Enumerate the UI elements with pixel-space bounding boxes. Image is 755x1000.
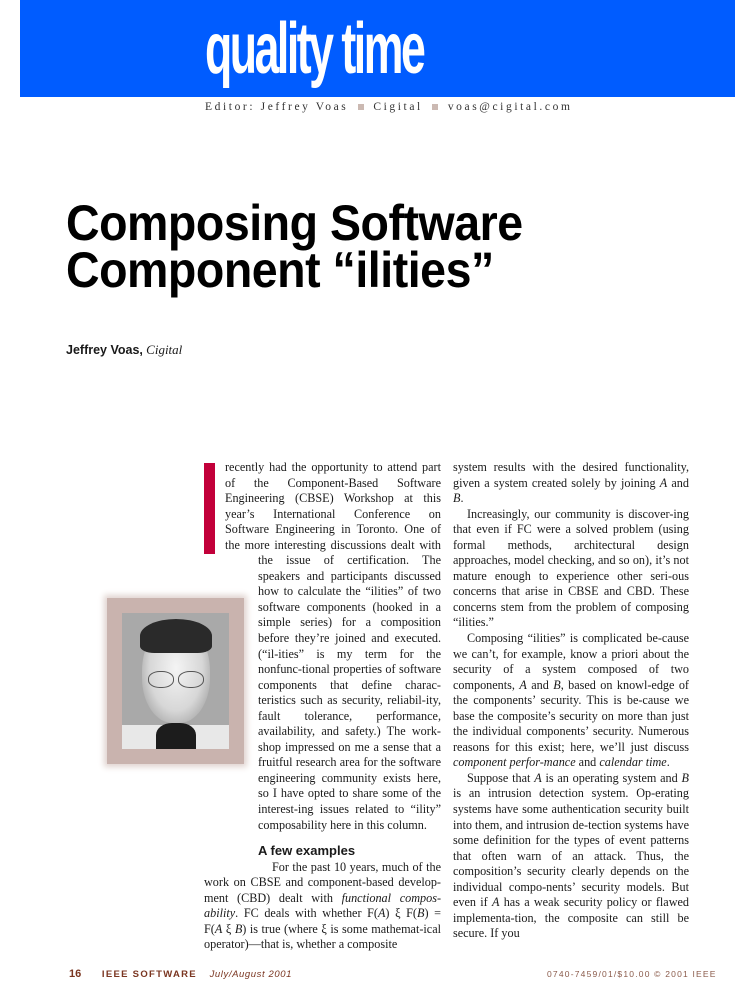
paragraph: Increasingly, our community is discover-ing that even if FC were a solved problem (using formal methods, architectural design approaches, model checking, and so on), it’s not mature enough to experience other seri-ous concerns that arise in CBSE and CBD. These concerns stem from the problem of composing “ilities.”	[453, 506, 689, 630]
paragraph	[204, 460, 441, 833]
byline	[66, 342, 182, 358]
page-number: 16	[69, 968, 82, 980]
section-title: quality time	[205, 9, 424, 89]
editor-affiliation: Cigital	[373, 101, 423, 113]
editor-name: Editor: Jeffrey Voas	[205, 101, 349, 113]
paragraph: Composing “ilities” is complicated be-cause we can’t, for example, know a priori about the security of a system composed of two components, A and B, based on knowl-edge of the components’ security. This is be-cause we base the composite’s security on more than just the individual components’ security. Numerous reasons for this exist; here, we’ll just discuss component perfor-mance and calendar time.	[453, 631, 689, 770]
intro-text: recently had the opportunity to attend part of the Component-Based Software Engineering (CBSE) Workshop at this year’s International Conference on Software Engineering in Toronto. One of the more interesting discussions dealt with the issue of certification. The speakers and participants discussed how to calculate the “ilities” of two software components (hooked in a simple series) for a composition before they’re joined and executed. (“il-ities” is my term for the nonfunc-tional properties of software components that define charac-teristics such as security, reliabil-ity, fault tolerance, performance, availability, and safety.) The work-shop impressed on me a sense that a fruitful research area for the software engineering community exists here, so I have opted to share some of the interest-ing issues related to “ility” composability here in this column.	[225, 460, 441, 832]
copyright-line: 0740-7459/01/$10.00 © 2001 IEEE	[547, 969, 717, 979]
square-bullet-icon	[432, 104, 438, 110]
section-heading: A few examples	[258, 843, 356, 859]
title-line-1: Composing Software	[66, 195, 523, 251]
photo-hair	[140, 619, 212, 653]
editor-line	[205, 101, 573, 113]
photo-wrap-space	[200, 680, 258, 874]
author-name: Jeffrey Voas,	[66, 343, 143, 357]
photo-glasses-left	[148, 671, 174, 688]
paragraph: system results with the desired functionality, given a system created solely by joining A and B.	[453, 460, 689, 506]
column-1	[204, 460, 441, 953]
footer-left	[69, 968, 292, 980]
paragraph: For the past 10 years, much of the work on CBSE and component-based develop-ment (CBD) dealt with functional compos-ability. FC deals with whether F(A) ξ F(B) = F(A ξ B) is true (where ξ is some mathemat-ical operator)—that is, whether a composite	[204, 859, 442, 952]
author-affiliation: Cigital	[146, 342, 183, 357]
dropcap-i	[204, 463, 215, 554]
editor-email: voas@cigital.com	[447, 101, 573, 113]
issue-date: July/August 2001	[209, 969, 293, 980]
section-banner	[20, 0, 735, 97]
square-bullet-icon	[358, 104, 364, 110]
article-title	[66, 195, 523, 298]
column-2	[453, 460, 689, 942]
photo-collar	[156, 723, 196, 749]
magazine-name: IEEE SOFTWARE	[101, 969, 197, 980]
paragraph: Suppose that A is an operating system and B is an intrusion detection system. Op-erating systems have some authentication security built into them, and intrusion de-tection systems have some definition for the types of event patterns that often warn of an attack. Thus, the composition’s security clearly depends on the individual compo-nents’ security models. But even if A has a weak security policy or flawed implementa-tion, the composite can still be secure. If you	[453, 770, 689, 941]
title-line-2: Component “ilities”	[66, 242, 494, 298]
